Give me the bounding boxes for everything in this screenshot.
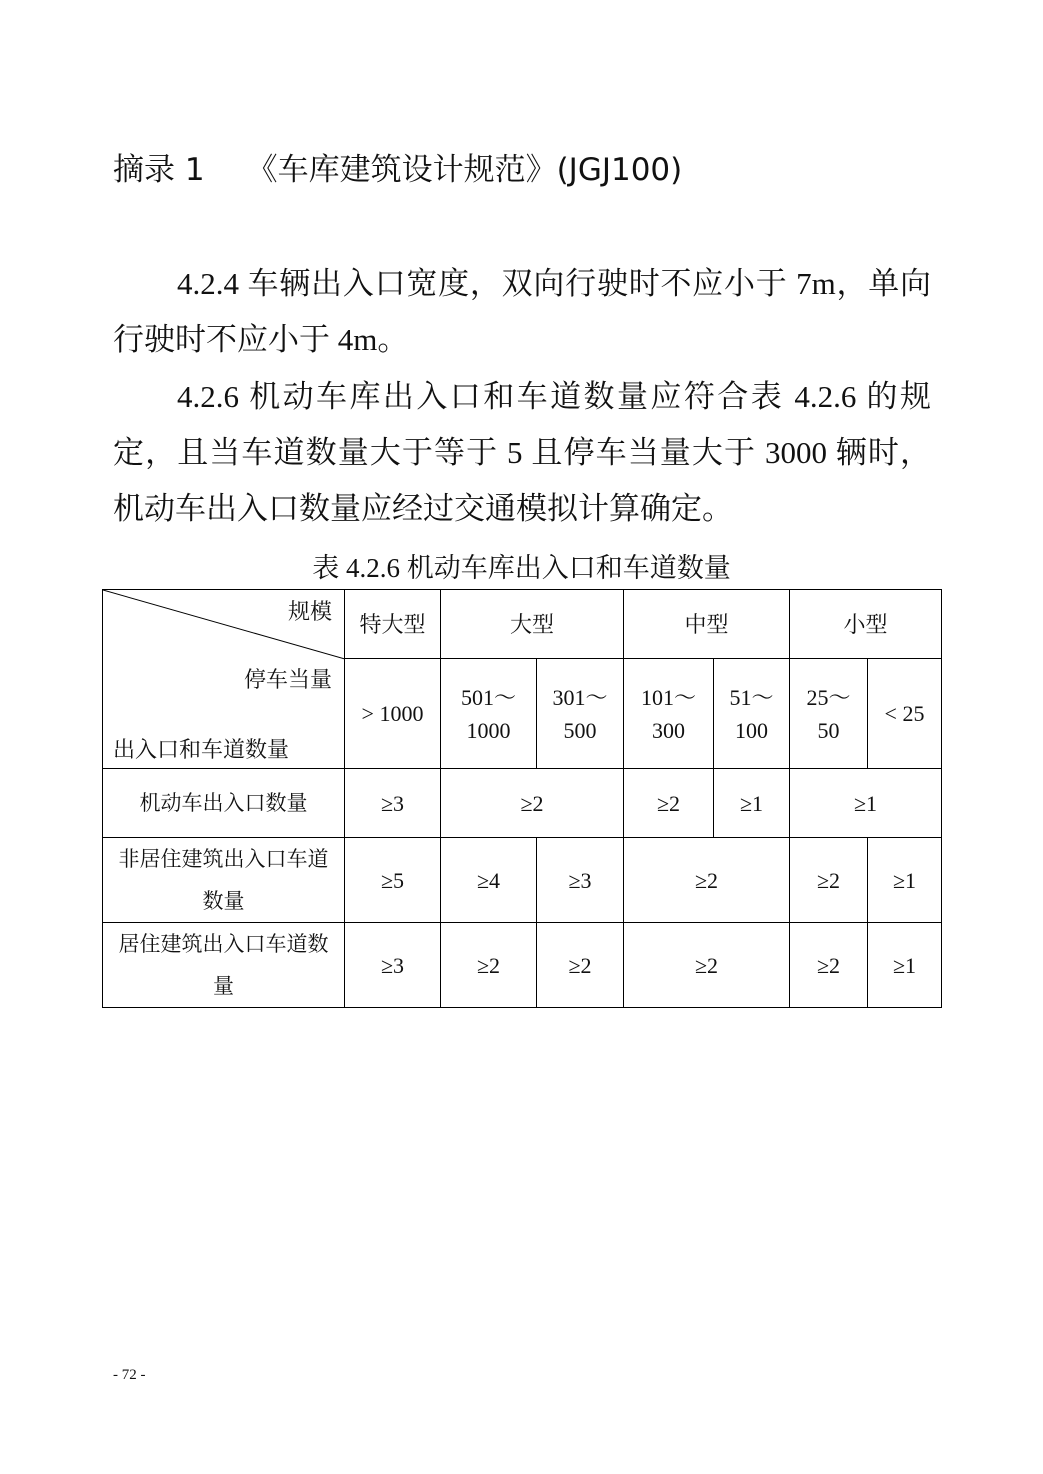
- table-cell: ≥2: [790, 923, 868, 1008]
- table-cell: ≥2: [624, 838, 790, 923]
- table-cell: ≥1: [868, 923, 942, 1008]
- entrance-lanes-label: 出入口和车道数量: [113, 737, 290, 762]
- table-cell: ≥2: [441, 923, 537, 1008]
- table-caption: 表 4.2.6 机动车库出入口和车道数量: [312, 553, 731, 583]
- corner-header-cell: [103, 590, 345, 769]
- page-number: - 72 -: [113, 1367, 146, 1383]
- table-cell: ≥2: [441, 769, 624, 838]
- range-cell: 101～ 300: [624, 659, 714, 769]
- table-cell: ≥1: [714, 769, 790, 838]
- entrance-lane-table: [102, 589, 942, 1008]
- excerpt-label: 摘录 1: [113, 152, 205, 188]
- table-cell: ≥5: [345, 838, 441, 923]
- parking-equivalent-label: 停车当量: [243, 667, 332, 692]
- range-cell: 501～ 1000: [441, 659, 537, 769]
- table-cell: ≥2: [624, 923, 790, 1008]
- range-cell: 25～ 50: [790, 659, 868, 769]
- size-extra-large: 特大型: [345, 590, 441, 659]
- table-cell: ≥1: [790, 769, 942, 838]
- row-label: 机动车出入口数量: [103, 769, 345, 838]
- table-row: [103, 769, 942, 838]
- clause-4-2-4: 4.2.4 车辆出入口宽度，双向行驶时不应小于 7m，单向行驶时不应小于 4m。: [113, 266, 931, 357]
- table-cell: ≥3: [345, 769, 441, 838]
- size-large: 大型: [441, 590, 624, 659]
- row-label: 非居住建筑出入口车道数量: [103, 838, 345, 923]
- table-cell: ≥2: [537, 923, 624, 1008]
- row-label: 居住建筑出入口车道数量: [103, 923, 345, 1008]
- table-cell: ≥1: [868, 838, 942, 923]
- range-cell: > 1000: [345, 659, 441, 769]
- excerpt-title: 《车库建筑设计规范》(JGJ100): [246, 152, 683, 188]
- range-cell: 301～ 500: [537, 659, 624, 769]
- range-cell: 51～ 100: [714, 659, 790, 769]
- table-cell: ≥2: [790, 838, 868, 923]
- table-row: [103, 838, 942, 923]
- table-cell: ≥3: [537, 838, 624, 923]
- table-row: [103, 923, 942, 1008]
- excerpt-heading: [113, 146, 682, 194]
- size-small: 小型: [790, 590, 942, 659]
- clause-4-2-6: 4.2.6 机动车库出入口和车道数量应符合表 4.2.6 的规定，且当车道数量大于等于 5 且停车当量大于 3000 辆时，机动车出入口数量应经过交通模拟计算确定。: [113, 379, 931, 526]
- range-cell: < 25: [868, 659, 942, 769]
- table-cell: ≥2: [624, 769, 714, 838]
- size-medium: 中型: [624, 590, 790, 659]
- table-cell: ≥4: [441, 838, 537, 923]
- scale-label: 规模: [287, 599, 332, 624]
- table-cell: ≥3: [345, 923, 441, 1008]
